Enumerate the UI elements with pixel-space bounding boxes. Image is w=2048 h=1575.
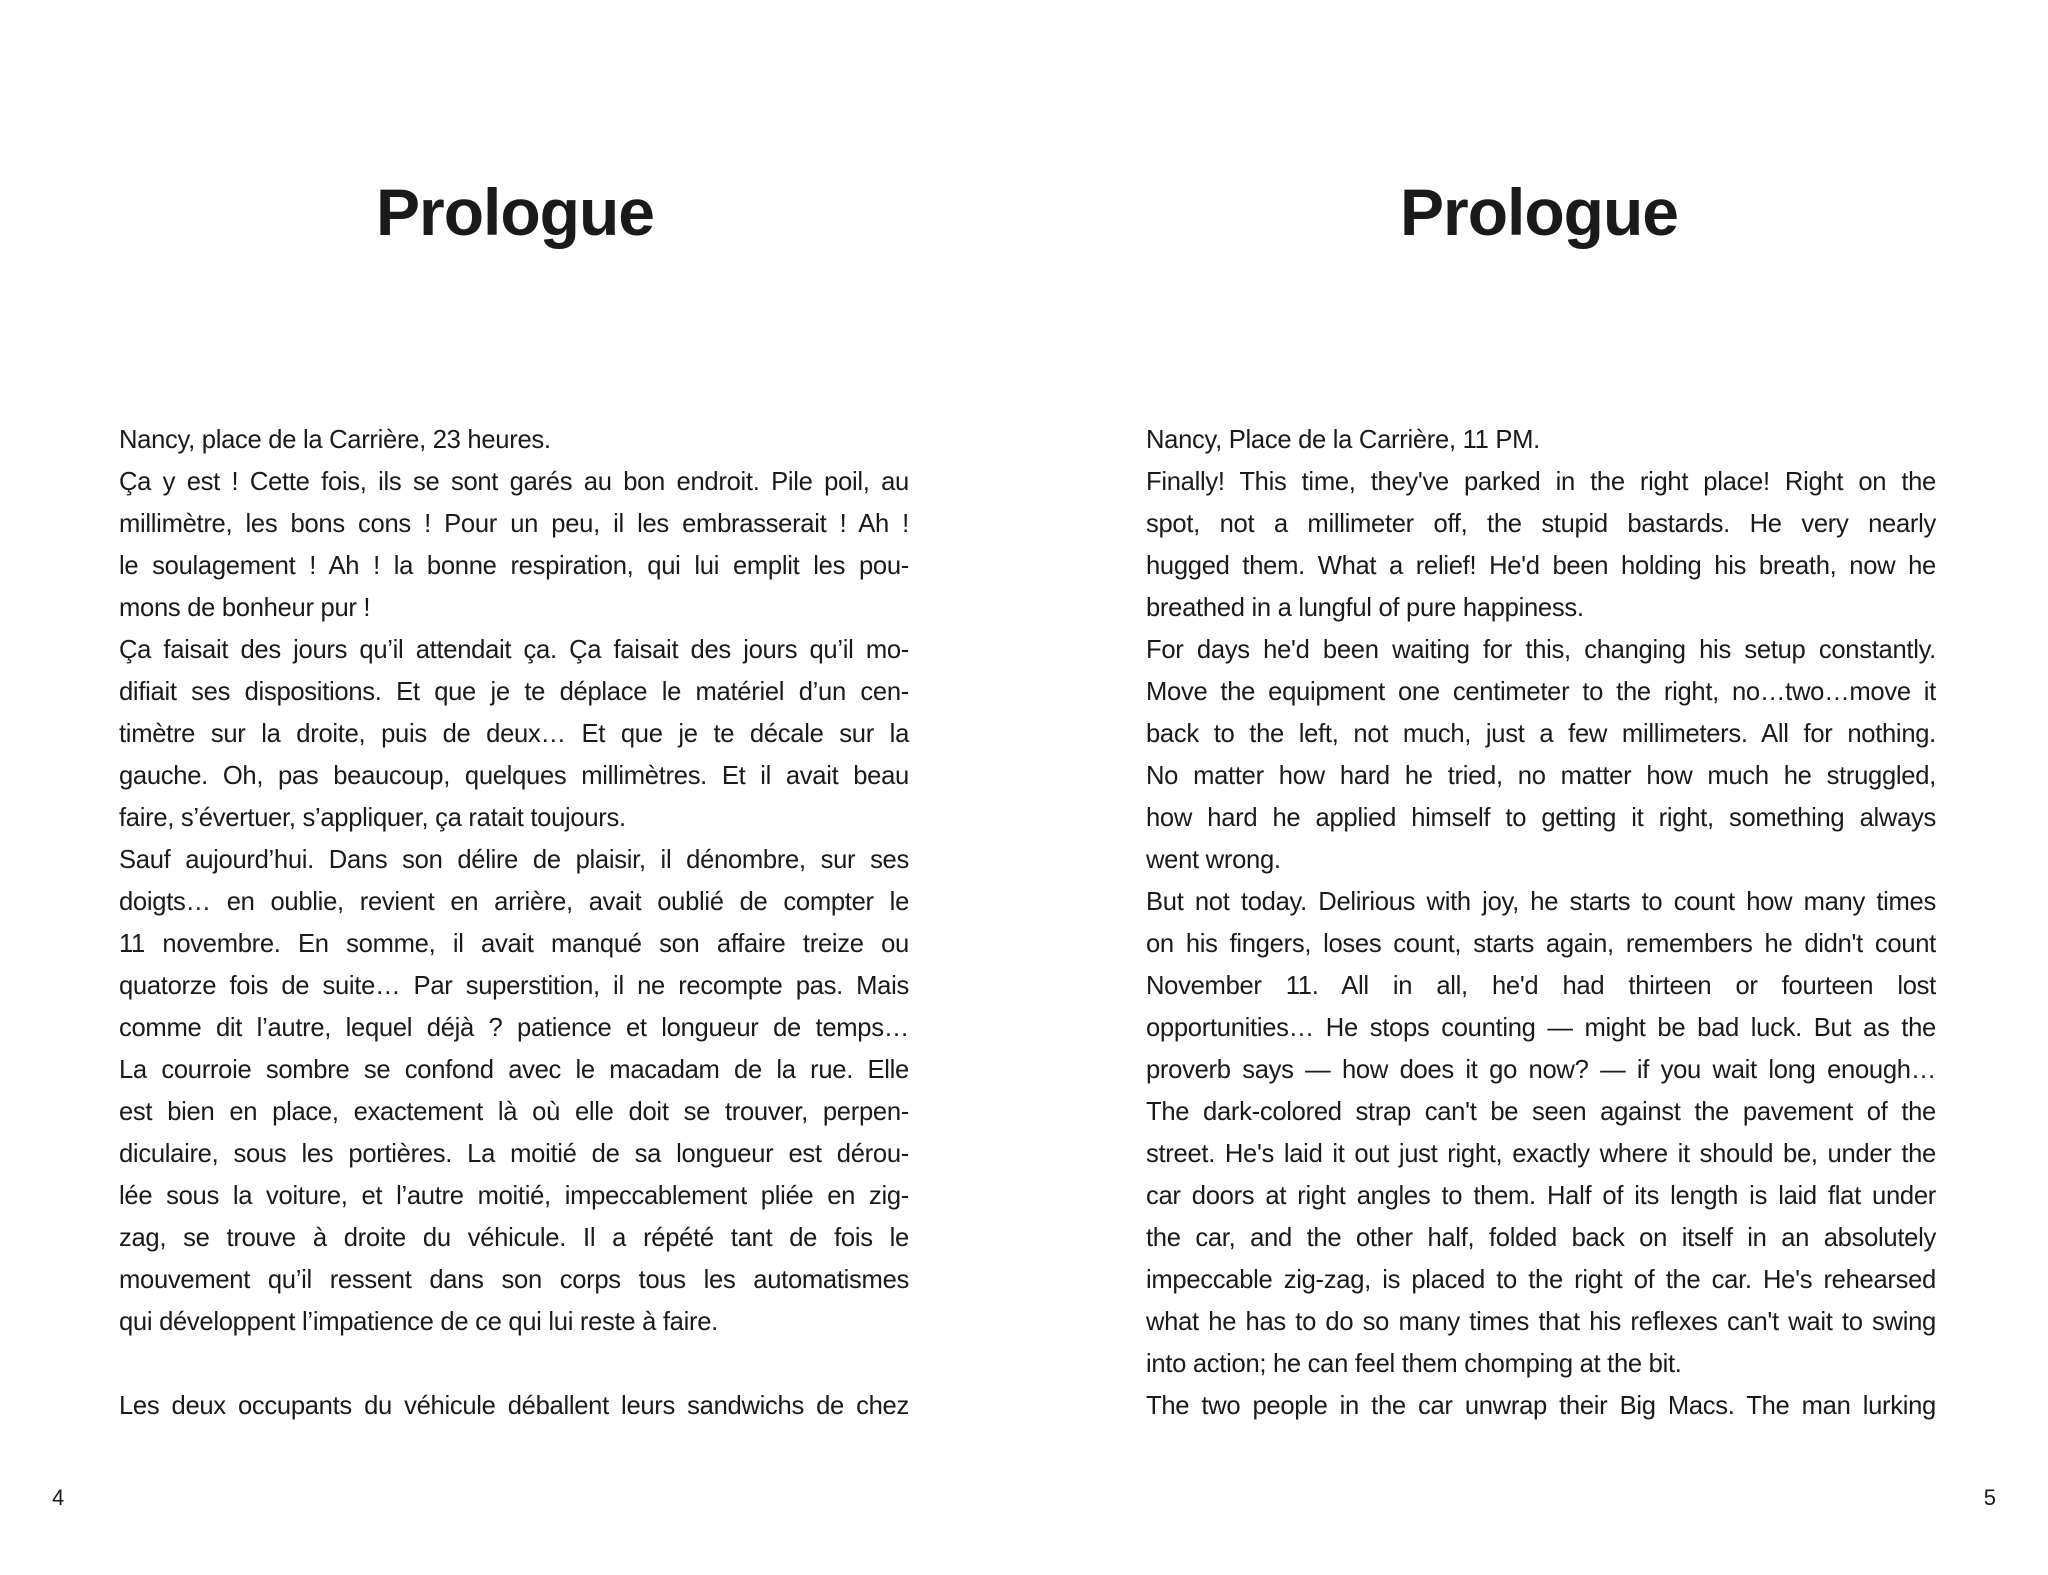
text-line: Ça y est ! Cette fois, ils se sont garés au bon endroit. Pile poil, au xyxy=(119,468,909,496)
right-page-title: Prologue xyxy=(1400,175,1679,249)
text-line: the car, and the other half, folded back on itself in an absolutely xyxy=(1146,1224,1936,1252)
text-line: Move the equipment one centimeter to the right, no…two…move it xyxy=(1146,678,1936,706)
text-line: proverb says — how does it go now? — if you wait long enough… xyxy=(1146,1056,1936,1084)
text-line: into action; he can feel them chomping at the bit. xyxy=(1146,1350,1682,1378)
text-line: comme dit l’autre, lequel déjà ? patience et longueur de temps… xyxy=(119,1014,909,1042)
text-line: Finally! This time, they've parked in the right place! Right on the xyxy=(1146,468,1936,496)
text-line: faire, s’évertuer, s’appliquer, ça ratait toujours. xyxy=(119,804,626,832)
right-page xyxy=(1024,0,2048,1575)
text-line: 11 novembre. En somme, il avait manqué son affaire treize ou xyxy=(119,930,909,958)
text-line: zag, se trouve à droite du véhicule. Il a répété tant de fois le xyxy=(119,1224,909,1252)
text-line: The dark-colored strap can't be seen against the pavement of the xyxy=(1146,1098,1936,1126)
text-line: For days he'd been waiting for this, changing his setup constantly. xyxy=(1146,636,1936,664)
text-line: mouvement qu’il ressent dans son corps tous les automatismes xyxy=(119,1266,909,1294)
text-line xyxy=(119,1343,909,1385)
text-line: difiait ses dispositions. Et que je te déplace le matériel d’un cen- xyxy=(119,678,909,706)
text-line: spot, not a millimeter off, the stupid bastards. He very nearly xyxy=(1146,510,1936,538)
text-line: No matter how hard he tried, no matter how much he struggled, xyxy=(1146,762,1936,790)
text-line: Nancy, place de la Carrière, 23 heures. xyxy=(119,426,551,454)
text-line: lée sous la voiture, et l’autre moitié, impeccablement pliée en zig- xyxy=(119,1182,909,1210)
text-line: Les deux occupants du véhicule déballent leurs sandwichs de chez xyxy=(119,1392,909,1420)
text-line: timètre sur la droite, puis de deux… Et que je te décale sur la xyxy=(119,720,909,748)
text-line: Sauf aujourd’hui. Dans son délire de plaisir, il dénombre, sur ses xyxy=(119,846,909,874)
left-page-body xyxy=(119,419,909,1427)
text-line: breathed in a lungful of pure happiness. xyxy=(1146,594,1584,622)
text-line: mons de bonheur pur ! xyxy=(119,594,371,622)
text-line: Ça faisait des jours qu’il attendait ça. Ça faisait des jours qu’il mo- xyxy=(119,636,909,664)
text-line: est bien en place, exactement là où elle doit se trouver, perpen- xyxy=(119,1098,909,1126)
text-line: went wrong. xyxy=(1146,846,1281,874)
text-line: doigts… en oublie, revient en arrière, avait oublié de compter le xyxy=(119,888,909,916)
text-line: street. He's laid it out just right, exactly where it should be, under the xyxy=(1146,1140,1936,1168)
text-line: quatorze fois de suite… Par superstition, il ne recompte pas. Mais xyxy=(119,972,909,1000)
text-line: Nancy, Place de la Carrière, 11 PM. xyxy=(1146,426,1540,454)
text-line: what he has to do so many times that his reflexes can't wait to swing xyxy=(1146,1308,1936,1336)
left-page-title: Prologue xyxy=(376,175,655,249)
text-line: back to the left, not much, just a few millimeters. All for nothing. xyxy=(1146,720,1936,748)
left-page-number: 4 xyxy=(52,1485,65,1510)
text-line: qui développent l’impatience de ce qui lui reste à faire. xyxy=(119,1308,718,1336)
text-line: opportunities… He stops counting — might be bad luck. But as the xyxy=(1146,1014,1936,1042)
text-line: The two people in the car unwrap their Big Macs. The man lurking xyxy=(1146,1392,1936,1420)
text-line: La courroie sombre se confond avec le macadam de la rue. Elle xyxy=(119,1056,909,1084)
right-page-number: 5 xyxy=(1983,1485,1996,1510)
text-line: gauche. Oh, pas beaucoup, quelques millimètres. Et il avait beau xyxy=(119,762,909,790)
text-line: impeccable zig-zag, is placed to the right of the car. He's rehearsed xyxy=(1146,1266,1936,1294)
text-line: But not today. Delirious with joy, he starts to count how many times xyxy=(1146,888,1936,916)
text-line: November 11. All in all, he'd had thirteen or fourteen lost xyxy=(1146,972,1936,1000)
text-line: hugged them. What a relief! He'd been holding his breath, now he xyxy=(1146,552,1936,580)
text-line: how hard he applied himself to getting it right, something always xyxy=(1146,804,1936,832)
text-line: diculaire, sous les portières. La moitié de sa longueur est dérou- xyxy=(119,1140,909,1168)
text-line: car doors at right angles to them. Half of its length is laid flat under xyxy=(1146,1182,1936,1210)
text-line: le soulagement ! Ah ! la bonne respiration, qui lui emplit les pou- xyxy=(119,552,909,580)
text-line: on his fingers, loses count, starts again, remembers he didn't count xyxy=(1146,930,1936,958)
right-page-body xyxy=(1146,419,1936,1427)
text-line: millimètre, les bons cons ! Pour un peu, il les embrasserait ! Ah ! xyxy=(119,510,909,538)
